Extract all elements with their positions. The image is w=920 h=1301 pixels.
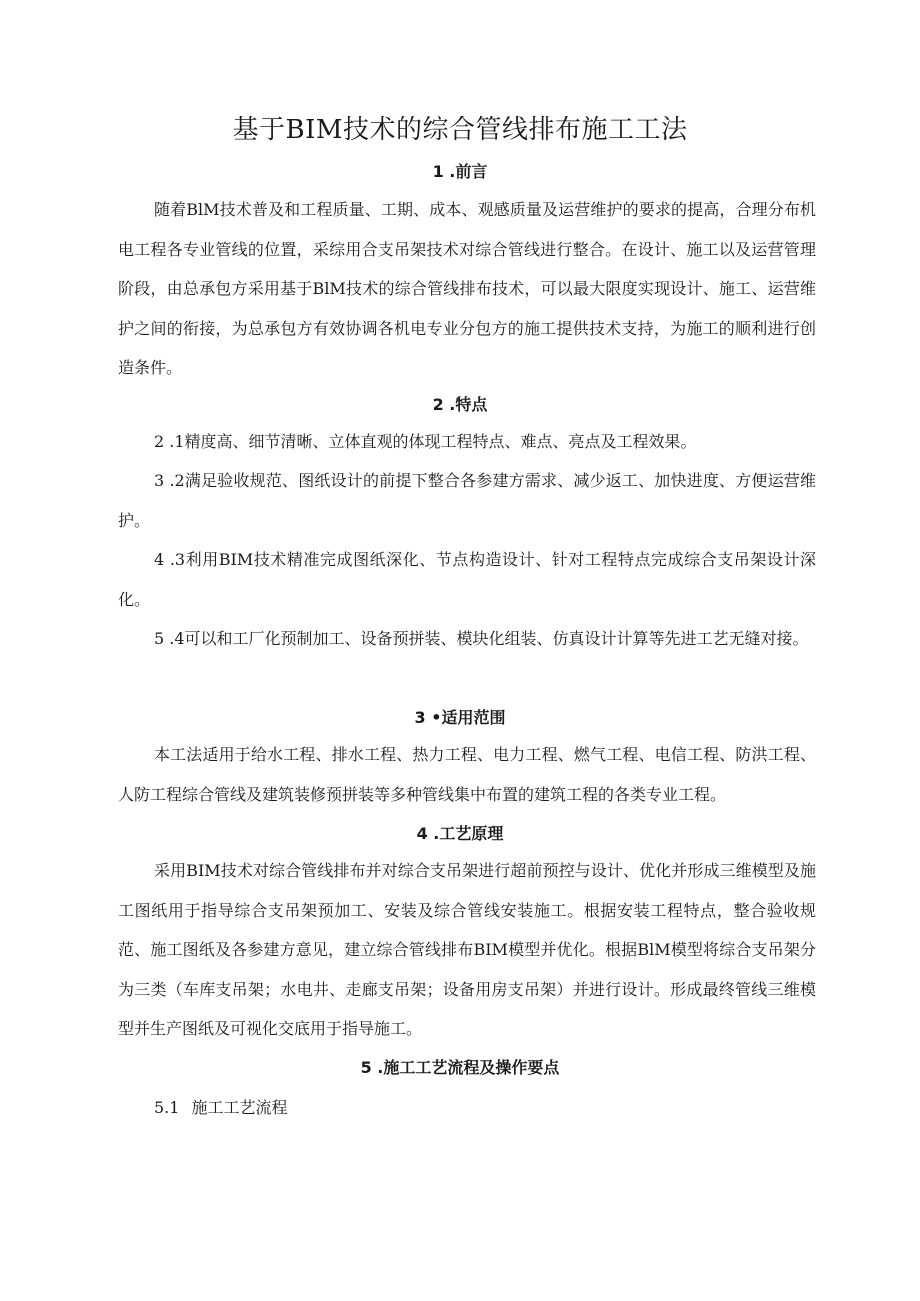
section-heading-scope: 3 •适用范围: [414, 708, 506, 727]
section-heading-principle: 4 .工艺原理: [416, 824, 504, 843]
section-heading-features: 2 .特点: [432, 395, 488, 414]
section-heading-process: 5 .施工工艺流程及操作要点: [360, 1058, 560, 1077]
paragraph-feature-4: 5 .4可以和工厂化预制加工、设备预拼装、模块化组装、仿真设计计算等先进工艺无缝对接。: [154, 629, 809, 648]
paragraph-feature-2: 3 .2满足验收规范、图纸设计的前提下整合各参建方需求、减少返工、加快进度、方便运营维护。: [118, 471, 816, 530]
subsection-label: 施工工艺流程: [191, 1098, 288, 1117]
section-heading-preface: 1 .前言: [432, 162, 488, 181]
subsection-heading-process-flow: [154, 1096, 287, 1120]
paragraph-preface: 随着BlM技术普及和工程质量、工期、成本、观感质量及运营维护的要求的提高，合理分布机电工程各专业管线的位置，采综用合支吊架技术对综合管线进行整合。在设计、施工以及运营管理阶段，由总承包方采用基于BlM技术的综合管线排布技术，可以最大限度实现设计、施工、运营维护之间的衔接，为总承包方有效协调各机电专业分包方的施工提供技术支持，为施工的顺利进行创造条件。: [118, 200, 816, 377]
document-title: 基于BIM技术的综合管线排布施工工法: [232, 115, 688, 145]
paragraph-feature-1: 2 .1精度高、细节清晰、立体直观的体现工程特点、难点、亮点及工程效果。: [154, 432, 697, 451]
paragraph-scope: 本工法适用于给水工程、排水工程、热力工程、电力工程、燃气工程、电信工程、防洪工程、人防工程综合管线及建筑装修预拼装等多种管线集中布置的建筑工程的各类专业工程。: [118, 745, 816, 804]
paragraph-feature-3: 4 .3利用BIM技术精准完成图纸深化、节点构造设计、针对工程特点完成综合支吊架设计深化。: [118, 550, 816, 609]
subsection-number: 5.1: [154, 1098, 180, 1117]
paragraph-principle: 采用BIM技术对综合管线排布并对综合支吊架进行超前预控与设计、优化并形成三维模型及施工图纸用于指导综合支吊架预加工、安装及综合管线安装施工。根据安装工程特点，整合验收规范、施工图纸及各参建方意见，建立综合管线排布BIM模型并优化。根据BlM模型将综合支吊架分为三类（车库支吊架；水电井、走廊支吊架；设备用房支吊架）并进行设计。形成最终管线三维模型并生产图纸及可视化交底用于指导施工。: [118, 861, 816, 1038]
